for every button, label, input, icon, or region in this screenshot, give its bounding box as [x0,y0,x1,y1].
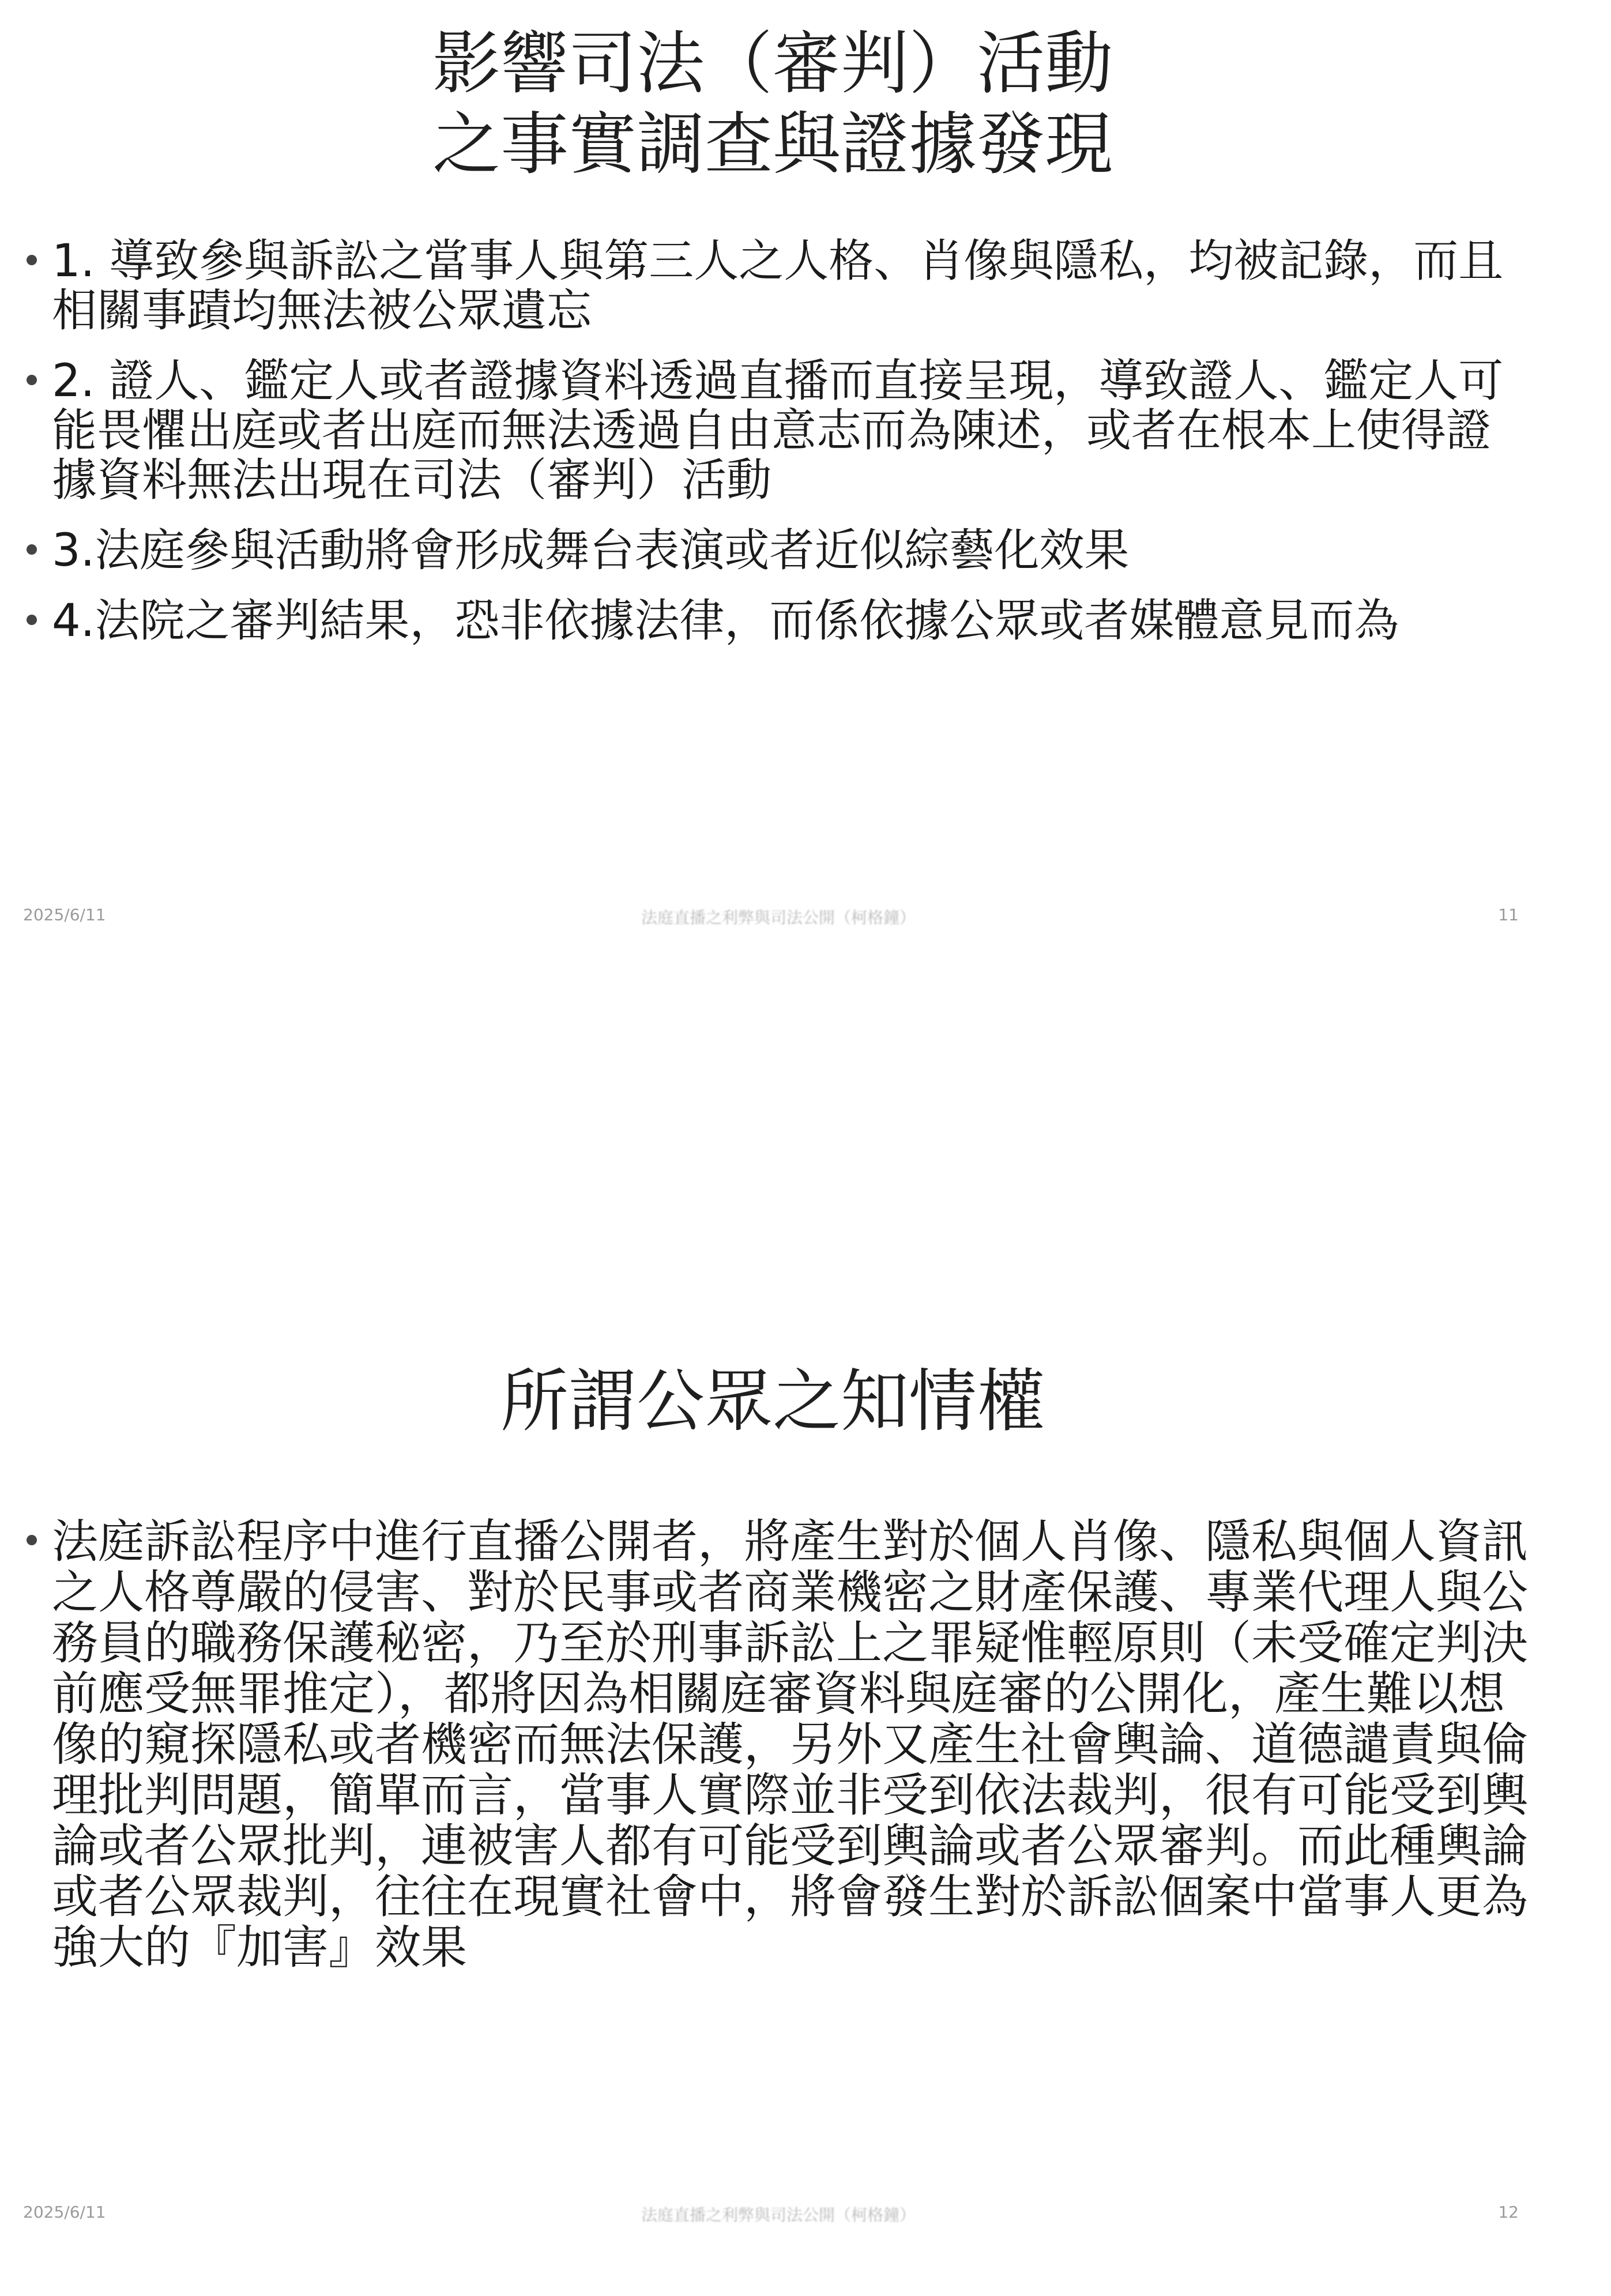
bullet-text: 1. 導致參與訴訟之當事人與第三人之人格、肖像與隱私，均被記錄，而且相關事蹟均無法被公眾遺忘 [52,235,1504,337]
bullet-item [17,356,1528,505]
slide-footer [0,2203,1611,2226]
slide-footer [0,905,1611,928]
bullet-item [17,236,1528,336]
bullet-dot-icon [27,544,37,555]
footer-caption: 法庭直播之利弊與司法公開（柯格鐘） [641,2205,916,2225]
bullet-list [17,1516,1528,1994]
bullet-dot-icon [27,1535,37,1545]
bullet-item [17,596,1528,646]
title-line-2: 之事實調查與證據發現 [432,104,1113,184]
title-line-1: 影響司法（審判）活動 [432,24,1113,103]
page-number: 12 [1498,2203,1519,2222]
slide-title: 所謂公眾之知情權 [500,1361,1045,1441]
bullet-dot-icon [27,375,37,385]
bullet-text: 法庭訴訟程序中進行直播公開者，將產生對於個人肖像、隱私與個人資訊之人格尊嚴的侵害、對於民事或者商業機密之財產保護、專業代理人與公務員的職務保護秘密，乃至於刑事訴訟上之罪疑惟輕原則（未受確定判決前應受無罪推定），都將因為相關庭審資料與庭審的公開化，產生難以想像的窺探隱私或者機密而無法保護，另外又產生社會輿論、道德譴責與倫理批判問題，簡單而言，當事人實際並非受到依法裁判，很有可能受到輿論或者公眾批判，連被害人都有可能受到輿論或者公眾審判。而此種輿論或者公眾裁判，往往在現實社會中，將會發生對於訴訟個案中當事人更為強大的『加害』效果 [52,1515,1528,1974]
bullet-list [17,236,1528,667]
slide-11 [0,0,1611,980]
bullet-text: 3.法庭參與活動將會形成舞台表演或者近似綜藝化效果 [52,525,1130,577]
slide-title [323,23,1222,185]
footer-caption: 法庭直播之利弊與司法公開（柯格鐘） [641,908,916,927]
slide-12 [0,1326,1611,2296]
bullet-dot-icon [27,255,37,265]
bullet-dot-icon [27,615,37,625]
footer-date: 2025/6/11 [23,905,106,924]
footer-date: 2025/6/11 [23,2203,106,2222]
bullet-item [17,526,1528,575]
bullet-text: 4.法院之審判結果，恐非依據法律，而係依據公眾或者媒體意見而為 [52,595,1399,647]
page-number: 11 [1498,905,1519,924]
bullet-item [17,1516,1528,1973]
bullet-text: 2. 證人、鑑定人或者證據資料透過直播而直接呈現，導致證人、鑑定人可能畏懼出庭或者出庭而無法透過自由意志而為陳述，或者在根本上使得證據資料無法出現在司法（審判）活動 [52,355,1504,506]
